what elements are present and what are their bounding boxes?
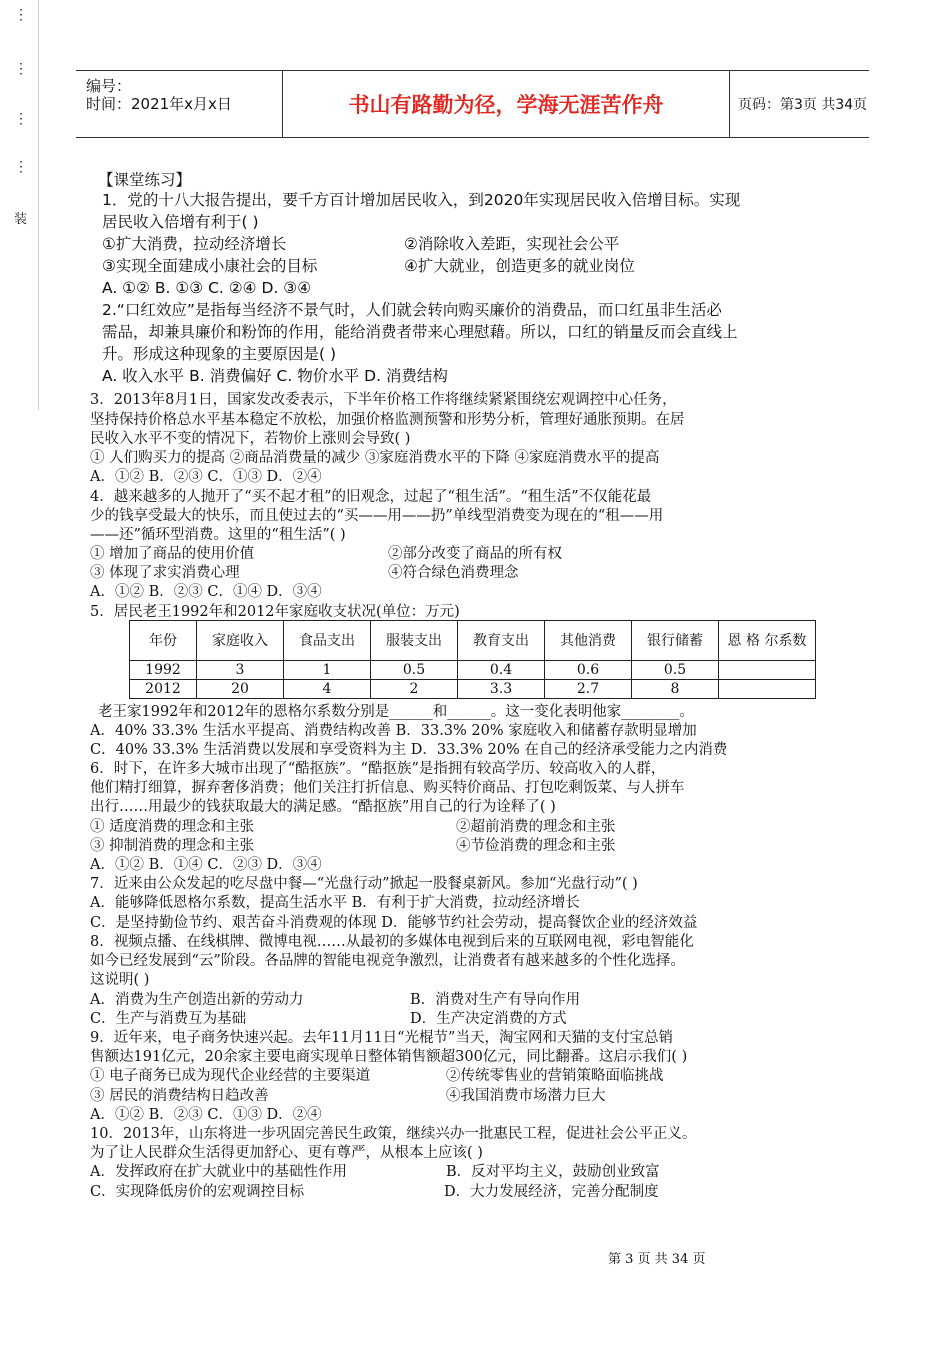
time-label: 时间：2021年x月x日 [86,95,232,113]
table-header: 服装支出 [371,621,458,661]
text-line: 坚持保持价格总水平基本稳定不放松，加强价格监测预警和形势分析，管理好通胀预期。在居 [90,412,685,428]
choice-line: A．①② B．①④ C．②③ D．③④ [90,857,322,873]
table-header: 其他消费 [545,621,632,661]
option-line: ① 适度消费的理念和主张 [90,819,255,835]
option-line: ① 增加了商品的使用价值 [90,546,255,562]
option-line: ③ 体现了求实消费心理 [90,565,240,581]
option-line: D．生产决定消费的方式 [410,1011,567,1027]
table-cell: 4 [284,680,371,699]
option-line: ③ 居民的消费结构日趋改善 [90,1088,269,1104]
option-line: ②超前消费的理念和主张 [456,819,616,835]
text-line: 为了让人民群众生活得更加舒心、更有尊严，从根本上应该( ) [90,1145,483,1161]
table-cell: 3 [197,661,284,680]
header-info [76,71,283,137]
choice-line: C．是坚持勤俭节约、艰苦奋斗消费观的体现 D．能够节约社会劳动，提高餐饮企业的经济效益 [90,915,698,931]
option-line: B．反对平均主义，鼓励创业致富 [446,1164,660,1180]
option-line: D．大力发展经济，完善分配制度 [444,1184,659,1200]
table-cell: 0.4 [458,661,545,680]
table-cell: 2 [371,680,458,699]
option-line: ②部分改变了商品的所有权 [388,546,562,562]
binding-dots: ⋮ [14,7,28,23]
binding-dots: ⋮ [14,159,28,175]
choice-line: A．40% 33.3% 生活水平提高、消费结构改善 B．33.3% 20% 家庭收入和储蓄存款明显增加 [90,723,697,739]
motto: 书山有路勤为径，学海无涯苦作舟 [283,71,730,137]
option-line: A．发挥政府在扩大就业中的基础性作用 [90,1164,347,1180]
text-line: 少的钱享受最大的快乐，而且使过去的“买——用——扔”单线型消费变为现在的“租——用 [90,508,664,524]
choice-line: C．40% 33.3% 生活消费以发展和享受资料为主 D．33.3% 20% 在自己的经济承受能力之内消费 [90,742,728,758]
table-cell [719,661,816,680]
option-line: ④我国消费市场潜力巨大 [446,1088,606,1104]
text-line: 如今已经发展到“云”阶段。各品牌的智能电视竞争激烈，让消费者有越来越多的个性化选择。 [90,953,685,969]
option-line: ③ 抑制消费的理念和主张 [90,838,255,854]
text-line: 这说明( ) [90,972,150,988]
option-line: C．生产与消费互为基础 [90,1011,247,1027]
binding-char: 装 [14,212,28,227]
table-header: 家庭收入 [197,621,284,661]
section-title: 【课堂练习】 [98,171,192,189]
table-cell: 0.5 [632,661,719,680]
choice-line: A. ①② B. ①③ C. ②④ D. ③④ [102,279,312,297]
page-footer: 第 3 页 共 34 页 [608,1252,706,1267]
text-line: 2.“口红效应”是指每当经济不景气时，人们就会转向购买廉价的消费品，而口红虽非生活必 [102,301,722,319]
text-line: 9．近年来，电子商务快速兴起。去年11月11日“光棍节”当天，淘宝网和天猫的支付宝总销 [90,1030,673,1046]
option-line: ③实现全面建成小康社会的目标 [102,257,318,275]
option-line: ④节俭消费的理念和主张 [456,838,616,854]
option-line: ②消除收入差距，实现社会公平 [404,235,620,253]
number-label: 编号： [86,77,132,95]
table-header: 年份 [130,621,197,661]
binding-dots: ⋮ [14,61,28,77]
text-line: 5．居民老王1992年和2012年家庭收支状况(单位：万元) [90,604,460,620]
table-row [130,661,816,680]
option-line: ① 电子商务已成为现代企业经营的主要渠道 [90,1068,371,1084]
text-line: 出行……用最少的钱获取最大的满足感。“酷抠族”用自己的行为诠释了( ) [90,799,556,815]
binding-dots: ⋮ [14,111,28,127]
choice-line: A．①② B．②③ C．①③ D．②④ [90,469,322,485]
text-line: 10．2013年，山东将进一步巩固完善民生政策，继续兴办一批惠民工程，促进社会公平正义。 [90,1126,697,1142]
text-line: 4．越来越多的人抛开了“买不起才租”的旧观念，过起了“租生活”。“租生活”不仅能花最 [90,489,652,505]
table-header: 银行储蓄 [632,621,719,661]
text-line: 7．近来由公众发起的吃尽盘中餐—“光盘行动”掀起一股餐桌新风。参加“光盘行动”( ) [90,876,638,892]
choice-line: A．能够降低恩格尔系数，提高生活水平 B．有利于扩大消费，拉动经济增长 [90,895,580,911]
table-cell: 2.7 [545,680,632,699]
option-line: C．实现降低房价的宏观调控目标 [90,1184,305,1200]
text-line: 6．时下，在许多大城市出现了“酷抠族”。“酷抠族”是指拥有较高学历、较高收入的人群， [90,761,666,777]
option-line: ④扩大就业，创造更多的就业岗位 [404,257,635,275]
table-cell: 1 [284,661,371,680]
text-line: ——还”循环型消费。这里的“租生活”( ) [90,527,346,543]
table-cell: 8 [632,680,719,699]
page-header [76,70,869,138]
table-cell: 0.5 [371,661,458,680]
option-line: A．消费为生产创造出新的劳动力 [90,992,304,1008]
text-line: 售额达191亿元，20余家主要电商实现单日整体销售额超300亿元，同比翻番。这启示我们( ) [90,1049,688,1065]
table-cell: 1992 [130,661,197,680]
table-cell: 20 [197,680,284,699]
text-line: 老王家1992年和2012年的恩格尔系数分别是______和______。这一变化表明他家________。 [98,704,694,720]
option-line: B．消费对生产有导向作用 [410,992,581,1008]
text-line: 民收入水平不变的情况下，若物价上涨则会导致( ) [90,431,411,447]
option-line: ②传统零售业的营销策略面临挑战 [446,1068,664,1084]
option-line: ① 人们购买力的提高 ②商品消费量的减少 ③家庭消费水平的下降 ④家庭消费水平的提高 [90,450,660,466]
table-cell: 3.3 [458,680,545,699]
table-header: 教育支出 [458,621,545,661]
text-line: 他们精打细算，摒弃奢侈消费；他们关注打折信息、购买特价商品、打包吃剩饭菜、与人拼车 [90,780,685,796]
page-label: 页码：第3页 共34页 [738,97,868,113]
text-line: 需品，却兼具廉价和粉饰的作用，能给消费者带来心理慰藉。所以，口红的销量反而会直线上 [102,323,738,341]
text-line: 升。形成这种现象的主要原因是( ) [102,345,337,363]
text-line: 居民收入倍增有利于( ) [102,213,259,231]
table-header: 恩 格 尔系数 [719,621,816,661]
table-cell: 0.6 [545,661,632,680]
option-line: ①扩大消费，拉动经济增长 [102,235,287,253]
choice-line: A．①② B．②③ C．①④ D．③④ [90,584,322,600]
option-line: ④符合绿色消费理念 [388,565,519,581]
table-header: 食品支出 [284,621,371,661]
table-row [130,680,816,699]
text-line: 8．视频点播、在线棋牌、微博电视……从最初的多媒体电视到后来的互联网电视，彩电智能化 [90,934,694,950]
choice-line: A. 收入水平 B. 消费偏好 C. 物价水平 D. 消费结构 [102,367,448,385]
choice-line: A．①② B．②③ C．①③ D．②④ [90,1107,322,1123]
income-table [129,620,816,699]
table-cell: 2012 [130,680,197,699]
text-line: 1．党的十八大报告提出，要千方百计增加居民收入，到2020年实现居民收入倍增目标。实现 [102,191,741,209]
table-header-row [130,621,816,661]
table-cell [719,680,816,699]
text-line: 3．2013年8月1日，国家发改委表示，下半年价格工作将继续紧紧围绕宏观调控中心任务， [90,392,677,408]
